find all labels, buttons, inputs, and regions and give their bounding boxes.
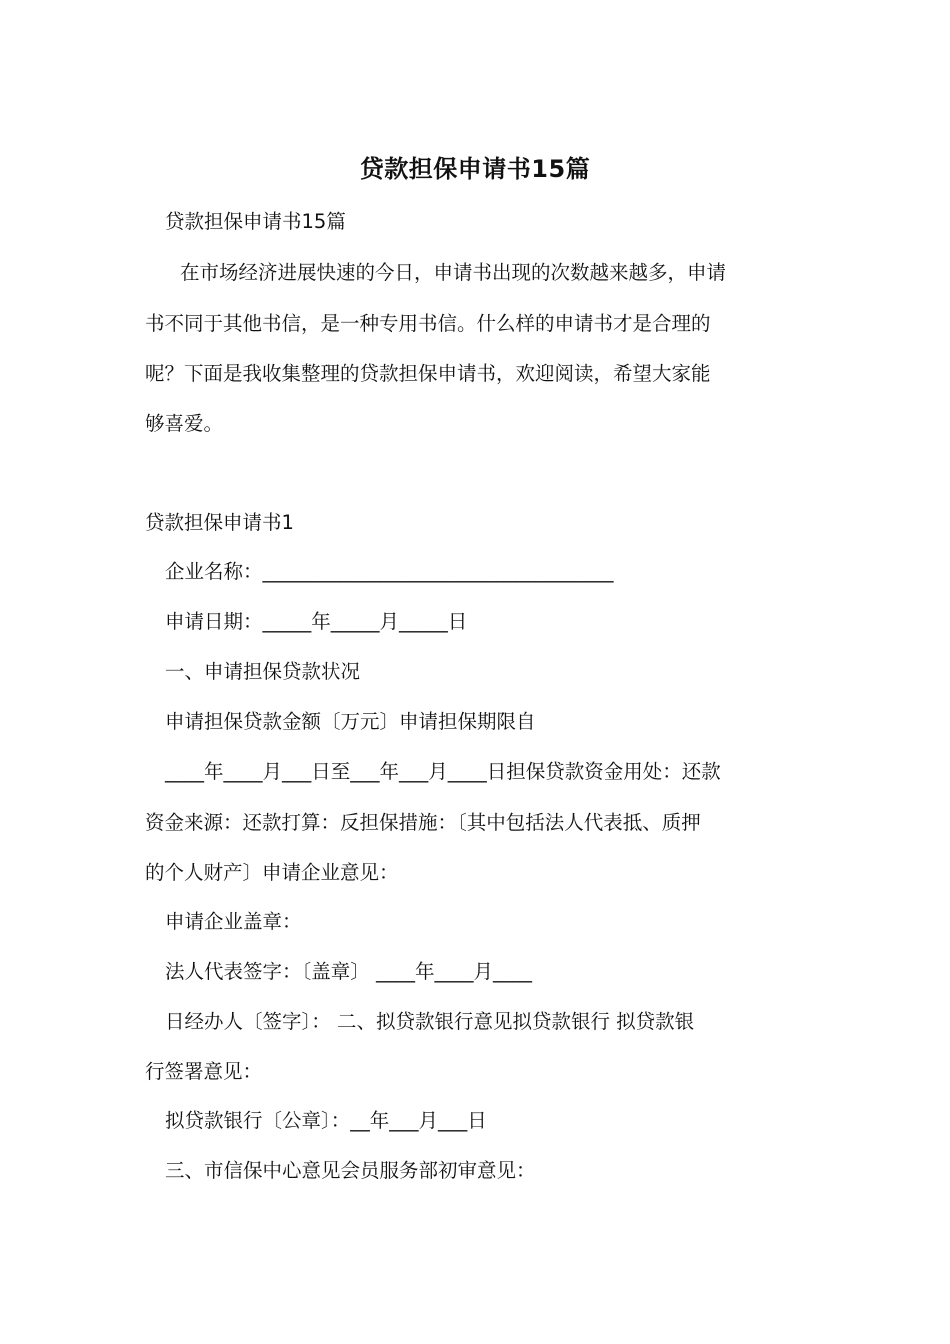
form-line-repayment: 资金来源：还款打算：反担保措施：〔其中包括法人代表抵、质押 [145,811,701,834]
intro-line-1: 在市场经济进展快速的今日，申请书出现的次数越来越多，申请 [180,261,727,284]
form-line-legal-signature: 法人代表签字：〔盖章〕 ____年____月____ [165,960,532,983]
form-line-period: ____年____月___日至___年___月____日担保贷款资金用处：还款 [165,760,721,783]
section-heading: 贷款担保申请书1 [145,511,294,534]
form-line-enterprise-seal: 申请企业盖章： [165,910,302,933]
form-line-apply-date: 申请日期：_____年_____月_____日 [165,610,468,633]
document-subtitle: 贷款担保申请书15篇 [165,210,346,233]
form-line-handler: 日经办人〔签字〕： 二、拟贷款银行意见拟贷款银行 拟贷款银 [165,1010,695,1033]
intro-line-3: 呢？下面是我收集整理的贷款担保申请书，欢迎阅读，希望大家能 [145,362,711,385]
form-line-amount: 申请担保贷款金额〔万元〕申请担保期限自 [165,710,536,733]
form-line-personal-property: 的个人财产〕申请企业意见： [145,861,399,884]
intro-line-2: 书不同于其他书信，是一种专用书信。什么样的申请书才是合理的 [145,312,711,335]
form-line-bank-seal: 拟贷款银行〔公章〕：__年___月___日 [165,1109,487,1132]
document-title: 贷款担保申请书15篇 [359,155,591,183]
form-line-section-one: 一、申请担保贷款状况 [165,660,361,683]
form-line-section-three: 三、市信保中心意见会员服务部初审意见： [165,1159,536,1182]
form-line-enterprise-name: 企业名称：____________________________________ [165,560,614,583]
form-line-bank-opinion: 行签署意见： [145,1060,263,1083]
intro-line-4: 够喜爱。 [145,412,224,435]
